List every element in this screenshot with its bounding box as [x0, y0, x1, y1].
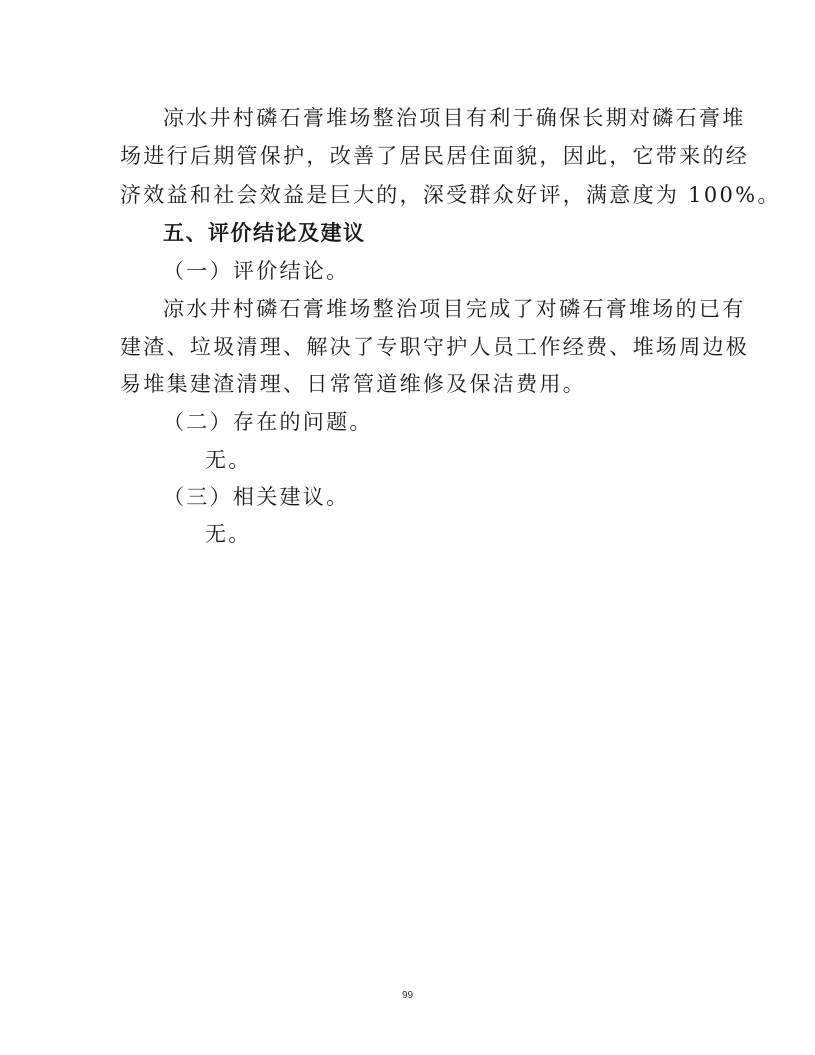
- subsection-1-heading: （一）评价结论。: [163, 259, 350, 283]
- paragraph-1-line-1: 凉水井村磷石膏堆场整治项目有利于确保长期对磷石膏堆: [163, 106, 746, 130]
- paragraph-1-line-3: 济效益和社会效益是巨大的，深受群众好评，满意度为 100%。: [120, 183, 781, 207]
- paragraph-2-line-3: 易堆集建渣清理、日常管道维修及保洁费用。: [120, 372, 586, 396]
- subsection-2-body: 无。: [205, 448, 252, 472]
- paragraph-2-line-1: 凉水井村磷石膏堆场整治项目完成了对磷石膏堆场的已有: [163, 297, 746, 321]
- paragraph-2-line-2: 建渣、垃圾清理、解决了专职守护人员工作经费、堆场周边极: [120, 335, 750, 359]
- section-5-heading: 五、评价结论及建议: [163, 221, 366, 245]
- subsection-3-heading: （三）相关建议。: [163, 485, 350, 509]
- paragraph-1-line-2: 场进行后期管保护，改善了居民居住面貌，因此，它带来的经: [120, 144, 750, 168]
- subsection-3-body: 无。: [205, 522, 252, 546]
- subsection-2-heading: （二）存在的问题。: [163, 410, 373, 434]
- page-number: 99: [401, 990, 414, 1001]
